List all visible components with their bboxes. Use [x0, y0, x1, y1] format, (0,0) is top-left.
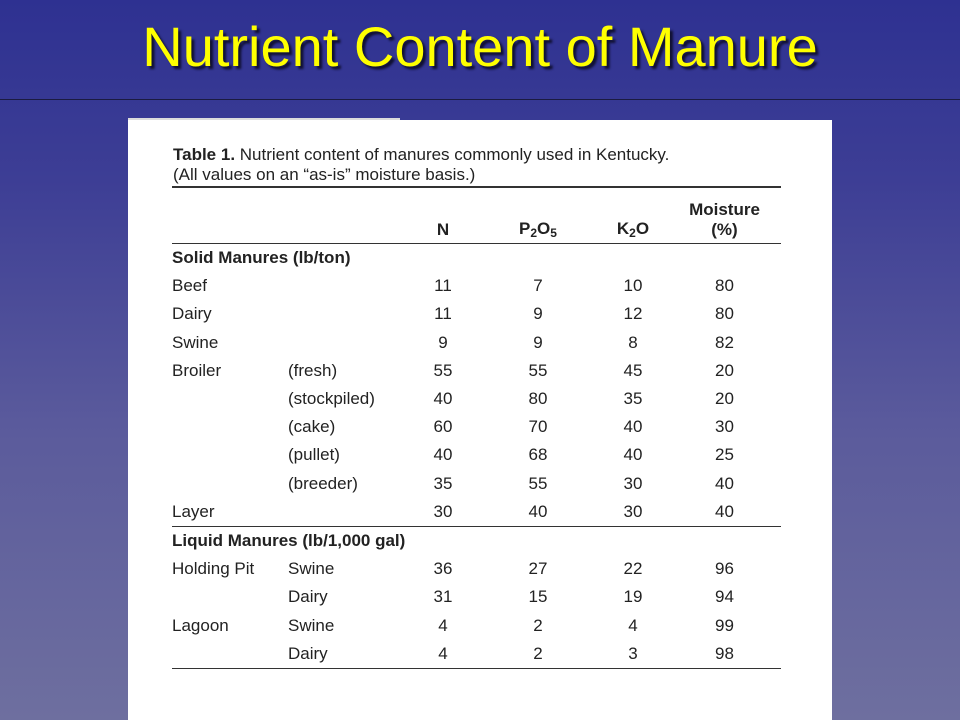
n-value-cell: 11: [434, 276, 452, 296]
k2o-value-cell: 35: [623, 389, 643, 409]
row-name-cell: [172, 441, 288, 469]
caption-line2: (All values on an “as-is” moisture basis.): [173, 165, 476, 184]
table-row: [172, 611, 781, 639]
moisture-value-cell: 40: [668, 498, 781, 527]
p2o5-value-cell: 9: [533, 332, 543, 352]
header-blank-2: [288, 188, 408, 244]
n-value-cell: 4: [438, 615, 448, 635]
k2o-value-cell: 8: [628, 332, 638, 352]
k2o-value-cell: 12: [623, 304, 643, 324]
row-name-cell: Dairy: [172, 304, 212, 324]
row-subtype-cell: [288, 300, 408, 328]
p2o5-value-cell: 2: [478, 640, 598, 669]
p2o5-value-cell: 55: [528, 360, 548, 380]
row-subtype-cell: Swine: [288, 559, 335, 579]
header-row: [172, 188, 781, 244]
table-row: [172, 498, 781, 527]
caption-text: Nutrient content of manures commonly used in Kentucky.: [239, 145, 670, 164]
n-value-cell: 4: [408, 640, 478, 669]
n-value-cell: 11: [434, 304, 452, 324]
table-row: [172, 272, 781, 300]
section-solid: [172, 244, 781, 273]
k2o-value-cell: 30: [623, 473, 643, 493]
row-name-cell: [172, 640, 288, 669]
row-name-cell: Swine: [172, 332, 219, 352]
moisture-value-cell: 30: [715, 417, 734, 437]
header-moisture: Moisture (%): [668, 188, 781, 244]
k2o-value-cell: 40: [623, 445, 643, 465]
row-name-cell: [172, 470, 288, 498]
n-value-cell: 55: [433, 360, 453, 380]
n-value-cell: 31: [433, 587, 453, 607]
k2o-value-cell: 22: [623, 559, 643, 579]
table-row: [172, 470, 781, 498]
p2o5-value-cell: 40: [478, 498, 598, 527]
row-name-cell: Holding Pit: [172, 559, 255, 579]
row-subtype-cell: Swine: [288, 615, 335, 635]
row-name-cell: [172, 385, 288, 413]
n-value-cell: 35: [433, 473, 453, 493]
n-value-cell: 30: [408, 498, 478, 527]
row-subtype-cell: Dairy: [288, 587, 328, 607]
moisture-value-cell: 80: [715, 276, 734, 296]
k2o-value-cell: 40: [623, 417, 643, 437]
moisture-value-cell: 20: [715, 360, 734, 380]
p2o5-value-cell: 80: [528, 389, 548, 409]
k2o-value-cell: 30: [598, 498, 668, 527]
caption-label: Table 1.: [173, 145, 236, 164]
header-blank: [172, 188, 288, 244]
header-n: N: [408, 188, 478, 244]
header-p2o5: $P_2O_5$: [478, 188, 598, 244]
p2o5-value-cell: 2: [533, 615, 543, 635]
row-subtype-cell: [288, 498, 408, 527]
p2o5-value-cell: 9: [533, 304, 543, 324]
table-row: [172, 385, 781, 413]
n-value-cell: 40: [433, 445, 453, 465]
nutrient-table: [172, 186, 781, 669]
p2o5-value-cell: 27: [528, 559, 548, 579]
p2o5-value-cell: 55: [528, 473, 548, 493]
row-subtype-cell: [288, 272, 408, 300]
table-caption: [173, 145, 813, 185]
table-row: [172, 300, 781, 328]
moisture-value-cell: 82: [715, 332, 734, 352]
k2o-value-cell: 10: [623, 276, 643, 296]
row-name-cell: [172, 413, 288, 441]
slide-title: Nutrient Content of Manure: [142, 15, 818, 78]
moisture-value-cell: 98: [668, 640, 781, 669]
n-value-cell: 36: [433, 559, 453, 579]
row-name-cell: Lagoon: [172, 615, 229, 635]
row-subtype-cell: (cake): [288, 417, 336, 437]
table-row: [172, 413, 781, 441]
row-subtype-cell: (breeder): [288, 473, 358, 493]
k2o-value-cell: 3: [598, 640, 668, 669]
moisture-value-cell: 99: [715, 615, 734, 635]
section-liquid-label: Liquid Manures (lb/1,000 gal): [172, 530, 406, 550]
moisture-value-cell: 25: [715, 445, 734, 465]
section-solid-label: Solid Manures (lb/ton): [172, 248, 351, 268]
p2o5-value-cell: 7: [533, 276, 543, 296]
moisture-value-cell: 40: [715, 473, 734, 493]
n-value-cell: 9: [438, 332, 448, 352]
header-k2o: $K_2O$: [598, 188, 668, 244]
row-name-cell: Beef: [172, 276, 207, 296]
p2o5-value-cell: 68: [528, 445, 548, 465]
moisture-value-cell: 80: [715, 304, 734, 324]
section-liquid: [172, 526, 781, 555]
table-row: [172, 441, 781, 469]
table-row: [172, 555, 781, 583]
row-subtype-cell: (fresh): [288, 360, 338, 380]
table-row: [172, 640, 781, 669]
moisture-value-cell: 94: [715, 587, 734, 607]
slide-title-bar: [0, 0, 960, 100]
table-row: [172, 583, 781, 611]
row-subtype-cell: (stockpiled): [288, 389, 375, 409]
row-name-cell: Broiler: [172, 360, 222, 380]
moisture-value-cell: 96: [715, 559, 734, 579]
table-row: [172, 329, 781, 357]
k2o-value-cell: 4: [628, 615, 638, 635]
k2o-value-cell: 45: [623, 360, 643, 380]
k2o-value-cell: 19: [623, 587, 643, 607]
row-subtype-cell: (pullet): [288, 445, 340, 465]
table-row: [172, 357, 781, 385]
row-subtype-cell: [288, 329, 408, 357]
n-value-cell: 60: [433, 417, 453, 437]
row-name-cell: Layer: [172, 498, 288, 527]
p2o5-value-cell: 15: [528, 587, 548, 607]
p2o5-value-cell: 70: [528, 417, 548, 437]
row-name-cell: [172, 583, 288, 611]
n-value-cell: 40: [433, 389, 453, 409]
moisture-value-cell: 20: [715, 389, 734, 409]
row-subtype-cell: Dairy: [288, 640, 408, 669]
